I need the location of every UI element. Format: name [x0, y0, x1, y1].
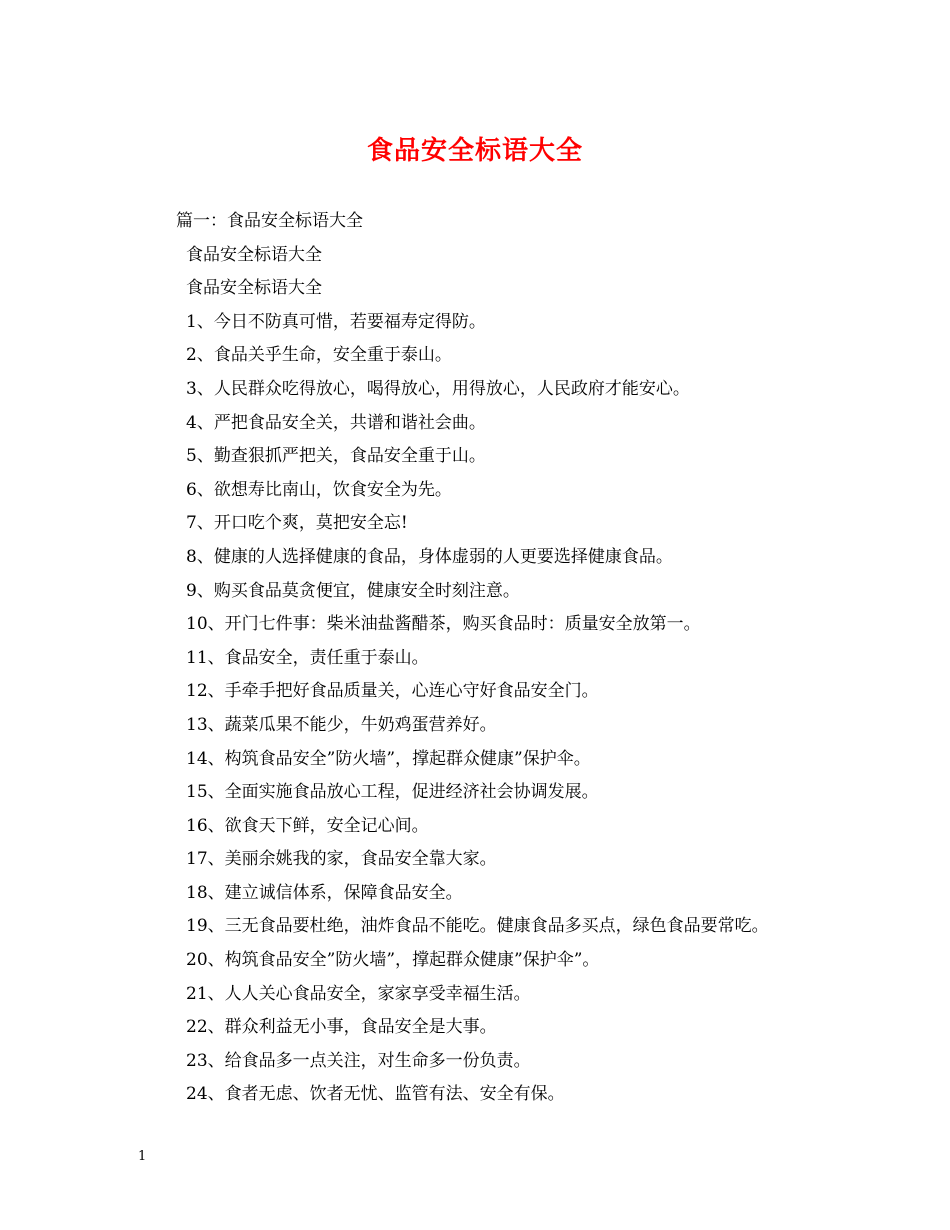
- subtitle-line: 食品安全标语大全: [186, 244, 322, 265]
- slogan-item: 11、食品安全，责任重于泰山。: [186, 647, 429, 668]
- slogan-item: 15、全面实施食品放心工程，促进经济社会协调发展。: [186, 782, 599, 803]
- slogan-item: 8、健康的人选择健康的食品，身体虚弱的人更要选择健康食品。: [186, 546, 673, 567]
- slogan-item: 18、建立诚信体系，保障食品安全。: [186, 882, 463, 903]
- section-heading: 篇一：食品安全标语大全: [176, 211, 363, 231]
- page-number: 1: [138, 1149, 147, 1164]
- slogan-item: 6、欲想寿比南山，饮食安全为先。: [186, 479, 452, 500]
- slogan-item: 10、开门七件事：柴米油盐酱醋茶，购买食品时：质量安全放第一。: [186, 614, 701, 635]
- slogan-item: 17、美丽余姚我的家，食品安全靠大家。: [186, 849, 497, 870]
- slogan-item: 14、构筑食品安全”防火墙”，撑起群众健康”保护伞。: [186, 748, 591, 769]
- document-body: [176, 207, 876, 1114]
- page-title: 食品安全标语大全: [366, 136, 583, 166]
- slogan-item: 5、勤查狠抓严把关，食品安全重于山。: [186, 446, 486, 467]
- slogan-item: 24、食者无虑、饮者无忧、监管有法、安全有保。: [186, 1084, 565, 1105]
- slogan-item: 7、开口吃个爽，莫把安全忘!: [186, 513, 408, 534]
- slogan-item: 22、群众利益无小事，食品安全是大事。: [186, 1017, 497, 1038]
- slogan-item: 12、手牵手把好食品质量关，心连心守好食品安全门。: [186, 681, 599, 702]
- slogan-item: 3、人民群众吃得放心，喝得放心，用得放心，人民政府才能安心。: [186, 378, 690, 399]
- subtitle-line: 食品安全标语大全: [186, 278, 322, 299]
- slogan-item: 2、食品关乎生命，安全重于泰山。: [186, 345, 452, 366]
- slogan-item: 1、今日不防真可惜，若要福寿定得防。: [186, 311, 486, 332]
- slogan-item: 13、蔬菜瓜果不能少，牛奶鸡蛋营养好。: [186, 714, 497, 735]
- slogan-item: 16、欲食天下鲜，安全记心间。: [186, 815, 429, 836]
- slogan-item: 4、严把食品安全关，共谱和谐社会曲。: [186, 412, 486, 433]
- slogan-item: 20、构筑食品安全”防火墙”，撑起群众健康”保护伞”。: [186, 950, 600, 971]
- slogan-item: 21、人人关心食品安全，家家享受幸福生活。: [186, 983, 531, 1004]
- slogan-item: 23、给食品多一点关注，对生命多一份负责。: [186, 1050, 531, 1071]
- slogan-item: 19、三无食品要杜绝，油炸食品不能吃。健康食品多买点，绿色食品要常吃。: [186, 916, 769, 937]
- slogan-item: 9、购买食品莫贪便宜，健康安全时刻注意。: [186, 580, 520, 601]
